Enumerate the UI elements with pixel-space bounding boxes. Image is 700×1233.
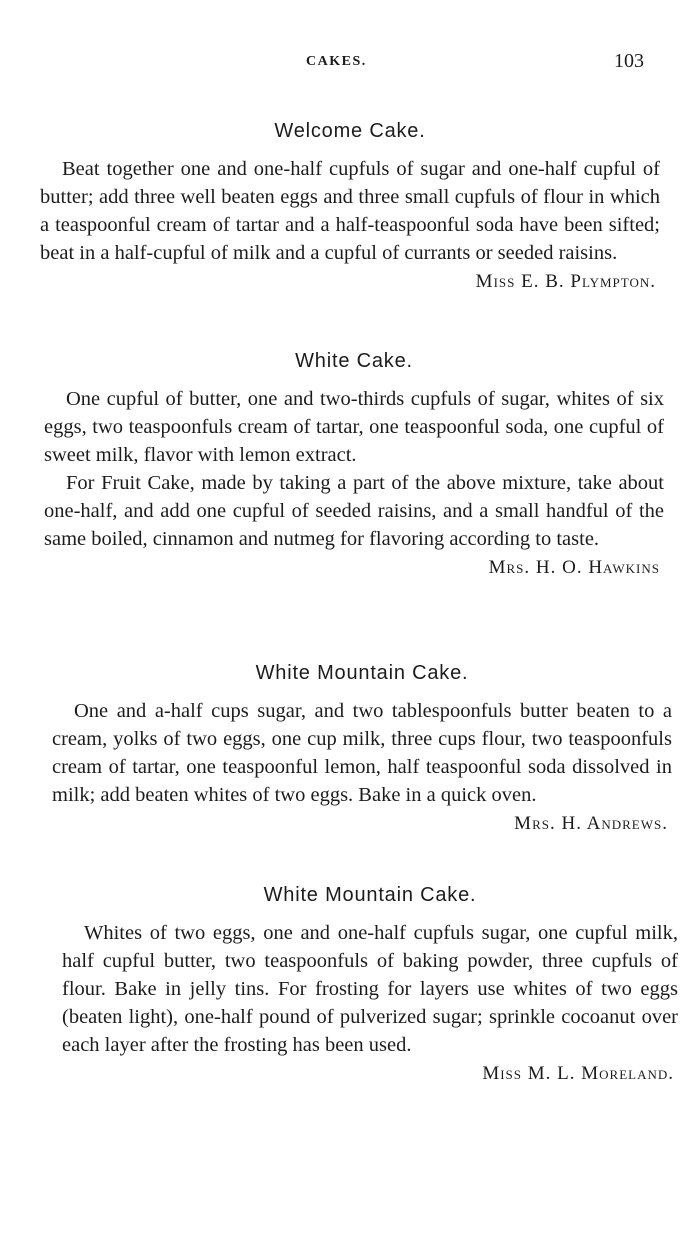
recipe-paragraph: For Fruit Cake, made by taking a part of the above mixture, take about one-half, and add one cupful of seeded raisins, and a small handful of the same boiled, cinnamon and nutmeg for flavoring according to taste. bbox=[44, 472, 664, 550]
recipe-title: White Mountain Cake. bbox=[255, 662, 469, 684]
recipe-title: Welcome Cake. bbox=[274, 120, 426, 142]
recipe-author: Mrs. H. O. Hawkins bbox=[488, 557, 660, 578]
recipe-white-cake bbox=[44, 350, 664, 581]
running-head bbox=[0, 52, 700, 76]
recipe-title: White Cake. bbox=[295, 350, 413, 372]
page-number: 103 bbox=[614, 50, 644, 72]
recipe-author: Miss E. B. Plympton. bbox=[475, 271, 656, 292]
recipe-paragraph: One cupful of butter, one and two-thirds cupfuls of sugar, whites of six eggs, two teaspoonfuls cream of tartar, one teaspoonful soda, one cupful of sweet milk, flavor with lemon extract. bbox=[44, 388, 664, 466]
recipe-welcome-cake bbox=[40, 120, 660, 295]
recipe-author: Mrs. H. Andrews. bbox=[514, 813, 668, 834]
recipe-white-mountain-cake-2 bbox=[62, 884, 678, 1087]
running-title: CAKES. bbox=[306, 54, 367, 69]
recipe-paragraph: Whites of two eggs, one and one-half cupfuls sugar, one cupful milk, half cupful butter, two teaspoonfuls of baking powder, three cupfuls of flour. Bake in jelly tins. For frosting for layers use whites of two eggs (beaten light), one-half pound of pulverized sugar; sprinkle cocoanut over each layer after the frosting has been used. bbox=[62, 922, 678, 1056]
recipe-author: Miss M. L. Moreland. bbox=[482, 1063, 674, 1084]
recipe-paragraph: Beat together one and one-half cupfuls of sugar and one-half cupful of butter; add three well beaten eggs and three small cupfuls of flour in which a teaspoonful cream of tartar and a half-teaspoonful soda have been sifted; beat in a half-cupful of milk and a cupful of currants or seeded raisins. bbox=[40, 158, 660, 264]
recipe-paragraph: One and a-half cups sugar, and two tablespoonfuls butter beaten to a cream, yolks of two eggs, one cup milk, three cups flour, two teaspoonfuls cream of tartar, one teaspoonful lemon, half teaspoonful soda dissolved in milk; add beaten whites of two eggs. Bake in a quick oven. bbox=[52, 700, 672, 806]
recipe-title: White Mountain Cake. bbox=[263, 884, 477, 906]
recipe-white-mountain-cake bbox=[52, 662, 672, 837]
